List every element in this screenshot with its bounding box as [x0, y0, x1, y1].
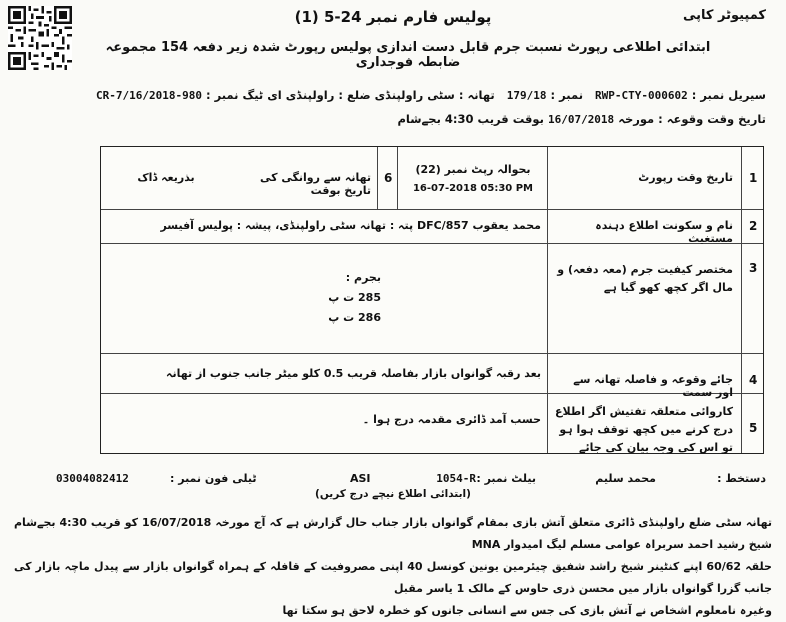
phone-label: ٹیلی فون نمبر :: [170, 472, 257, 485]
row1-sub-number: 6: [384, 171, 393, 185]
body-line-1: تھانہ سٹی ضلع راولپنڈی ڈائری متعلق آتش بازی بمقام گوانواں بازار جناب حال گزارش ہے کہ آج مورخہ 16/07/2018 کو قریب 4:30 بجےشام شیخ رشید احمد سربراہ عوامی مسلم لیگ امیدوار MNA: [14, 516, 773, 551]
form-subtitle: ابتدائی اطلاعی رپورٹ نسبت جرم قابل دست اندازی پولیس رپورٹ شدہ زیر دفعہ 154 مجموعہ ضابطہ فوجداری: [105, 40, 711, 70]
row1-report-time: 16-07-2018 05:30 PM: [412, 183, 534, 194]
time-text: بوقت قریب 4:30 بجےشام: [397, 112, 544, 126]
row5-value: حسب آمد ڈائری مقدمہ درج ہوا ۔: [362, 413, 541, 426]
etag-value: CR-7/16/2018-980: [96, 89, 202, 102]
meta-serial-line: [96, 88, 766, 102]
row1-label: تاریخ وقت رپورٹ: [638, 171, 733, 184]
row5-label: کاروائی متعلقہ تفتیش اگر اطلاع درج کرنے میں کچھ توقف ہوا ہو تو اس کی وجہ بیان کی جائے: [555, 405, 733, 454]
row1-dispatch-value: بذریعہ ڈاک: [137, 171, 195, 184]
belt-label: بیلٹ نمبر :: [476, 472, 536, 485]
copy-label: کمپیوٹر کاپی: [682, 8, 766, 23]
phone-value: 03004082412: [56, 472, 129, 485]
body-line-3: وغیرہ نامعلوم اشخاص نے آتش بازی کی جس سے انسانی جانوں کو خطرہ لاحق ہو سکتا تھا: [282, 604, 772, 617]
body-line-2: حلقہ 60/62 اپنے کنٹینر شیخ راشد شفیق چیئرمین یونین کونسل 40 اپنی مصروفیت کے قافلہ کے ہمراہ گوانواں بازار سے پیدل ماچہ بازار کی جانب گزرا گوانواں بازار میں محسن ذری حاوس کے مالک 1 یاسر مقبل: [14, 560, 772, 595]
row3-number: 3: [749, 261, 758, 275]
row3-crime-label: بجرم :: [345, 271, 381, 284]
serial-label: سیریل نمبر :: [691, 88, 766, 102]
row2-label: نام و سکونت اطلاع دہندہ مستغیث: [595, 219, 733, 245]
row3-section-1: 285 ت پ: [328, 291, 381, 304]
form-title: پولیس فارم نمبر 24-5 (1): [294, 8, 492, 26]
meta-date-line: [398, 112, 767, 126]
row3-section-2: 286 ت پ: [328, 311, 381, 324]
entry-note: (ابتدائی اطلاع نیچے درج کریں): [315, 488, 471, 500]
officer-rank: ASI: [350, 472, 371, 485]
date-label: تاریخ وقت وقوعہ : مورخہ: [618, 112, 766, 126]
station-label: تھانہ : سٹی راولپنڈی ضلع : راولپنڈی ای ٹیگ نمبر :: [205, 88, 495, 102]
serial-value: RWP-CTY-000602: [595, 89, 688, 102]
date-value: 16/07/2018: [547, 113, 615, 126]
report-body: [14, 512, 772, 622]
sign-label: دستخط :: [717, 472, 766, 485]
row1-number: 1: [749, 171, 758, 185]
fir-label: نمبر :: [550, 88, 584, 102]
row4-label: جائے وقوعہ و فاصلہ تھانہ سے اور سمت: [573, 373, 733, 399]
officer-name: محمد سلیم: [595, 472, 656, 485]
row2-number: 2: [749, 219, 758, 233]
row2-value: محمد یعقوب DFC/857 پتہ : تھانہ سٹی راولپنڈی، پیشہ : پولیس آفیسر: [160, 219, 541, 232]
row4-value: بعد رقبہ گوانواں بازار بفاصلہ قریب 0.5 کلو میٹر جانب جنوب از تھانہ: [166, 367, 541, 380]
fir-table: [100, 146, 764, 454]
belt-value: 1054-R: [436, 472, 476, 485]
row1-dispatch-label: تھانہ سے روانگی کی تاریخ بوقت: [260, 171, 371, 197]
fir-value: 179/18: [506, 89, 547, 102]
row5-number: 5: [749, 421, 758, 435]
row1-reference: بحوالہ رپٹ نمبر (22): [415, 163, 531, 176]
row3-label: مختصر کیفیت جرم (معہ دفعہ) و مال اگر کچھ کھو گیا ہے: [557, 263, 733, 294]
row4-number: 4: [749, 373, 758, 387]
